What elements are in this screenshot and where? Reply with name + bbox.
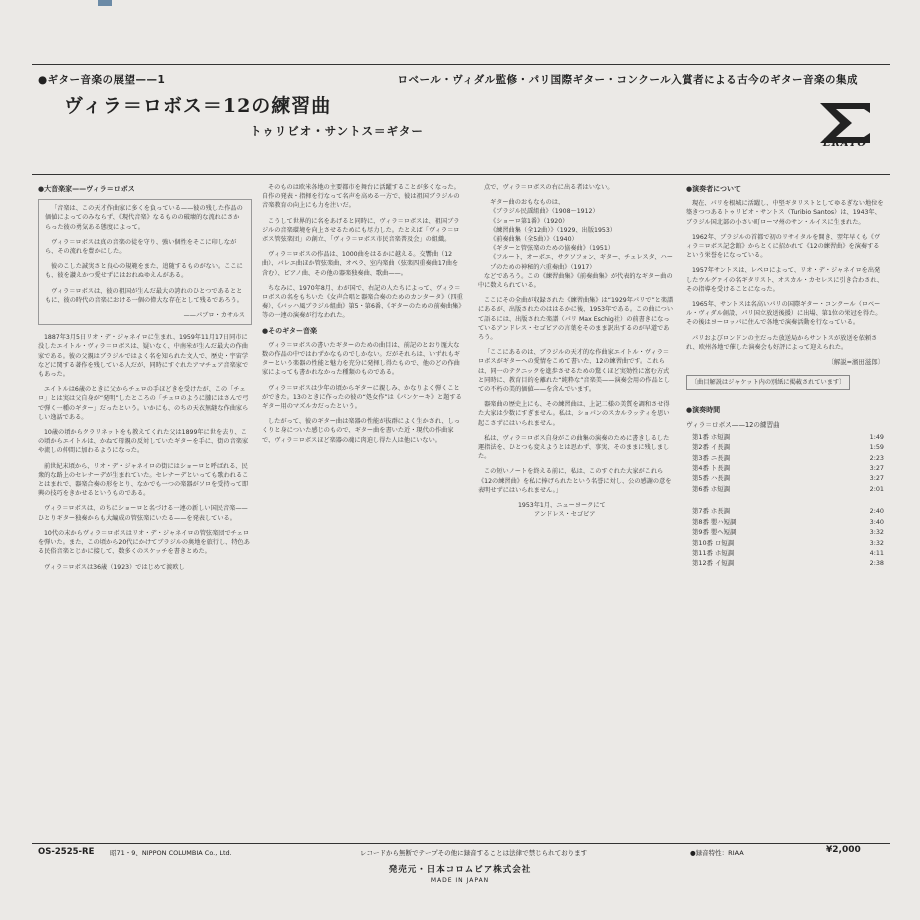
column-4 (686, 183, 884, 833)
track-row (686, 473, 884, 483)
series-label: ●ギター音楽の展望——1 (38, 74, 166, 86)
signature-date: 1953年1月、ニューヨークにて (518, 502, 606, 510)
paragraph: そのものは欧米各地の主要都市を舞台に活躍することが多くなった。自作の発表・指揮を行なって名声を高める一方で、彼は祖国ブラジルの音楽教育の向上にも力を注いだ。 (262, 184, 460, 210)
paragraph: ヴィラ＝ロボスは36歳（1923）ではじめて渡欧し (44, 563, 185, 571)
track-label: 第12番 イ短調 (692, 559, 735, 568)
track-label: 第11番 ホ短調 (692, 548, 735, 557)
section-heading-performer: ●演奏者について (686, 185, 741, 193)
track-label: 第10番 ロ短調 (692, 538, 735, 547)
track-time: 3:32 (869, 538, 884, 547)
corner-mark (98, 0, 112, 6)
track-label: 第3番 ニ長調 (692, 453, 731, 462)
copyright-line: 昭71・9、NIPPON COLUMBIA Co., Ltd. (110, 849, 232, 857)
work-item: 《前奏曲集（全5曲）》（1940） (490, 236, 578, 244)
quote-text: ヴィラ＝ロボスは、彼の祖国が生んだ最大の誇れのひとつであるとともに、彼の時代の音楽における一個の偉大な存在として残るであろう。 (45, 287, 243, 304)
column-3 (478, 183, 674, 833)
track-label: 第7番 ホ長調 (692, 507, 731, 516)
work-item: 《ギターと管弦楽のための協奏曲》（1951） (490, 245, 614, 253)
made-in-label: MADE IN JAPAN (430, 877, 490, 884)
quote-text: 彼のこした誠実さと良心の規範をまた、追随するものがない。ここにも、彼を讃えかつ愛せずにはおれぬゆえんがある。 (45, 263, 243, 280)
paragraph: エイトルは6歳のときに父からチェロの手ほどきを受けたが、この「チェロ」とは実は父自身が“発明”したところの「チェロのように膝にはさんで弓で弾く一種のギター」だったという。いかにも、のちの天衣無縫な作曲家らしい逸話である。 (38, 386, 249, 421)
signature-name: アンドレス・セゴビア (534, 511, 596, 519)
track-time: 4:11 (869, 548, 884, 557)
paragraph: 1957年サントスは、レペロによって、リオ・デ・ジャネイロを出発したウルグァイの名ギタリスト、オスカル・カセレスに引き合わされ、その指導を受けることになった。 (686, 267, 884, 293)
performer-label: トゥリビオ・サントス＝ギター (250, 124, 424, 138)
section-heading-composer: ●大音楽家——ヴィラ＝ロボス (38, 185, 135, 193)
track-label: 第2番 イ長調 (692, 443, 731, 452)
paragraph: ヴィラ＝ロボスの書いたギターのための曲目は、前記のとおり厖大な数の作品の中ではわずかなものでしかない。だがそれらは、いずれもギターという楽器の性能と魅力を充分に発揮し得たもので、他のどの作曲家によっても書かれなかった種類のものである。 (262, 341, 460, 377)
track-row (686, 558, 884, 568)
paragraph: こうして世界的に名をあげると同時に、ヴィラ＝ロボスは、祖国ブラジルの音楽環境を向上させるためにも尽力した。たとえば「ヴィラ＝ロボス管弦楽団」の創立、「ヴィラ＝ロボス市民音楽普及会」の組織。 (262, 217, 460, 244)
track-label: 第5番 ハ長調 (692, 474, 731, 483)
track-row (686, 442, 884, 452)
paragraph: パリおよびロンドンの主だった放送局からサントスが放送を依頼され、欧州各地で催した演奏会も好評によって迎えられた。 (686, 334, 878, 351)
paragraph: 10代の末からヴィラ＝ロボスはリオ・デ・ジャネイロの管弦楽団でチェロを弾いた。また、この頃から20代にかけてブラジルの奥地を旅行し、特色ある民俗音楽とじかに接して、数多くのスケッチを書きとめた。 (38, 529, 250, 556)
work-item: 《練習曲集（全12曲）》（1929、出版1953） (490, 226, 616, 234)
track-time: 2:23 (869, 453, 884, 462)
paragraph: この短いノートを終える前に、私は、このすぐれた大家がこれら《12の練習曲》を私に捧げられたという名誉に対し、公の感謝の意を表明せずにはいられません。」 (478, 468, 672, 494)
column-2 (262, 183, 464, 833)
paragraph: 1887年3月5日リオ・デ・ジャネイロに生まれ、1959年11月17日同市に没したエイトル・ヴィラ＝ロボスは、疑いなく、中南米が生んだ最大の作曲家である。彼の父親はブラジルではよく名を知られた文人で、歴史・宇宙学などに関する著作を残している人だが、同時にすぐれたアマチュア音楽家でもあった。 (38, 334, 249, 379)
section-heading-guitar-music: ●そのギター音楽 (262, 326, 318, 335)
track-row (686, 538, 884, 548)
track-row (686, 517, 884, 527)
track-time: 1:49 (869, 432, 884, 441)
track-time: 3:32 (869, 528, 884, 537)
tracklist-title: ヴィラ＝ロボス——12の練習曲 (686, 420, 780, 429)
track-time: 2:40 (869, 507, 884, 516)
track-label: 第4番 ト長調 (692, 464, 731, 473)
recording-characteristic: ●録音特性：RIAA (690, 849, 744, 857)
paragraph: 前世紀末頃から、リオ・デ・ジャネイロの街にはショーロと呼ばれる、民衆的な路上のセレナーデが生まれていた。セレナーデといっても歌われることはまれで、器楽合奏の形をとり、なかでも一つの楽器がソロを受持って即興の技巧をきかせるというものである。 (38, 462, 249, 498)
track-label: 第1番 ホ短調 (692, 432, 731, 441)
paragraph: 1965年、サントスは名高いパリの国際ギター・コンクール（ロベール・ヴィダル創設、パリ国立放送後援）に出場、第1位の栄冠を得た。その後はヨーロッパに住んで各地で演奏活動を行なっている。 (686, 301, 882, 327)
track-time: 3:27 (869, 474, 884, 483)
paragraph: 「ここにあるのは、ブラジルの天才的な作曲家エイトル・ヴィラ＝ロボスがギターへの愛情をこめて書いた、12の練習曲です。これらは、同一のテクニックを進歩させるための驚くほど実効性に富む方式と同時に、教育目的を離れた“純粋な”音楽美——演奏会用の作品としての不朽の美的価値——を含んでいます。 (478, 349, 671, 394)
column-1 (38, 183, 252, 833)
erato-logo: ERATO (822, 138, 868, 149)
paragraph: したがって、彼のギター曲は楽器の性能が抜群によく生かされ、しっくりと身についた感じのもので、ギター曲を書いた近・現代の作曲家で、ヴィラ＝ロボスほど楽器の魂に肉迫し得た人は他にいない。 (262, 418, 460, 444)
series-subtitle: ロベール・ヴィダル監修・パリ国際ギター・コンクール入賞者による古今のギター音楽の集成 (397, 74, 858, 86)
track-row (686, 506, 884, 516)
track-label: 第6番 ホ短調 (692, 484, 731, 493)
track-label: 第8番 嬰ハ短調 (692, 517, 737, 526)
commentary-note: 〔曲目解説はジャケット内の別紙に掲載されています〕 (686, 375, 850, 390)
paragraph: ちなみに、1970年8月、わが国で、右記の人たちによって、ヴィラ＝ロボスの名をもちいた《女声合唱と器楽合奏のためのカンタータ》（四重奏）、《バッハ風ブラジル組曲》第5・第6番、《ギターのための前奏曲集》等の一連の演奏が行なわれた。 (262, 284, 463, 320)
tracklist-side-b (686, 506, 884, 568)
works-list-heading: ギター曲のおもなものは、 (490, 199, 565, 207)
paragraph: 私は、ヴィラ＝ロボス自身がこの曲集の演奏のために書きしるした運指法を、ひとつも変えようとは思わず、事実、そのままに残しました。 (478, 434, 670, 461)
track-row (686, 432, 884, 442)
work-item: 《フルート、オーボエ、サクソフォン、ギター、チェレスタ、ハープのための神秘的六重奏曲》（1917） (490, 254, 673, 271)
track-row (686, 463, 884, 473)
track-row (686, 548, 884, 558)
copy-warning: レコードから無断でテープその他に録音することは法律で禁じられております (360, 849, 588, 857)
header-rule (32, 174, 890, 175)
paragraph: 10歳の頃からクラリネットをも教えてくれた父は1899年に世を去り、この頃からエイトルは、かねて母親の反対していたギターを手に、街の音楽家や流しの仲間に加わるようになった。 (38, 429, 249, 455)
paragraph: 現在、パリを根城に活躍し、中堅ギタリストとしてゆるぎない地位を築きつつあるトゥリビオ・サントス（Turibio Santos）は、1943年、ブラジル国北部の小さい町ローマ州のサン・ルイスに生まれた。 (686, 200, 884, 226)
catalog-number: OS-2525-RE (38, 847, 95, 857)
quote-text: 「音楽は、この天才作曲家に多くを負っている——彼の残した作品の価値によってのみならず、《現代音楽》なるものの破壊的な流れにさからった彼の勇気ある態度によって。 (45, 205, 243, 231)
paragraph: ヴィラ＝ロボスは、のちにショーロと名づける一連の新しい国民音楽——ひとりギター独奏からも大編成の管弦楽にいたる——を発表している。 (38, 505, 248, 522)
paragraph: などであろう。この《練習曲集》《前奏曲集》が代表的なギター曲の中に数えられている。 (478, 272, 673, 290)
track-time: 2:38 (869, 559, 884, 568)
paragraph: 1962年、ブラジルの首都で初のリサイタルを開き、翌年早くも《ヴィラ＝ロボス記念館》からとくに招かれて《12の練習曲》を演奏するという栄誉をになっている。 (686, 233, 881, 260)
tracklist-side-a (686, 432, 884, 494)
album-title: ヴィラ＝ロボス＝12の練習曲 (64, 95, 332, 117)
quote-text: ヴィラ＝ロボスは真の音楽の徒を守り、強い個性をそこに印しながら、その流れを豊かにした。 (45, 238, 237, 256)
work-item: 《ショーロ第1番》（1920） (490, 217, 569, 225)
quote-author: ——パブロ・カサルス (183, 312, 245, 320)
casals-quote (38, 199, 252, 325)
track-label: 第9番 嬰ヘ短調 (692, 528, 737, 537)
publisher-label: 発売元・日本コロムビア株式会社 (388, 865, 532, 875)
top-rule (32, 64, 890, 65)
section-heading-timings: ●演奏時間 (686, 406, 721, 415)
track-time: 2:01 (869, 484, 884, 493)
paragraph: ヴィラ＝ロボスの作品は、1000曲をはるかに越える。交響曲（12曲）、バレエ曲ほか管弦楽曲、オペラ、室内楽曲（弦楽四重奏曲17曲を含む）、ピアノ曲、その他の器楽独奏曲、歌曲——。 (262, 251, 459, 277)
paragraph: ここにその全曲が収録された《練習曲集》は“1929年パリで”と楽譜にあるが、出版されたのははるかに後、1953年である。この曲について語るには、出版された楽譜（パリ Max Eschig社）の前書きになっているアンドレス・セゴビアの言葉をそのまま訳出するのが早道であろう。 (478, 297, 674, 342)
paragraph: 点で、ヴィラ＝ロボスの右に出る者はいない。 (484, 184, 614, 191)
track-row (686, 484, 884, 494)
commentary-credit: 〔解説=濱田滋郎〕 (827, 358, 884, 367)
price-label: ¥2,000 (826, 845, 861, 855)
track-row (686, 527, 884, 537)
bottom-rule (32, 843, 890, 844)
track-time: 1:59 (869, 443, 884, 452)
paragraph: 器楽曲の歴史上にも、その練習曲は、上記二様の美質を調和させ得た大家は少数にすぎません。私は、ショパンのスカルラッティを思い起こさずにはいられません。 (478, 401, 670, 427)
track-time: 3:40 (869, 517, 884, 526)
track-row (686, 453, 884, 463)
paragraph: ヴィラ＝ロボスは少年の頃からギターに親しみ、かなりよく弾くことができた。13のときに作ったの彼の“処女作”は《パンケーキ》と題するギター用のマズルカだったという。 (262, 384, 462, 411)
work-item: 《ブラジル民謡組曲》（1908〜1912） (490, 208, 599, 216)
track-time: 3:27 (869, 464, 884, 473)
works-list (490, 198, 674, 272)
